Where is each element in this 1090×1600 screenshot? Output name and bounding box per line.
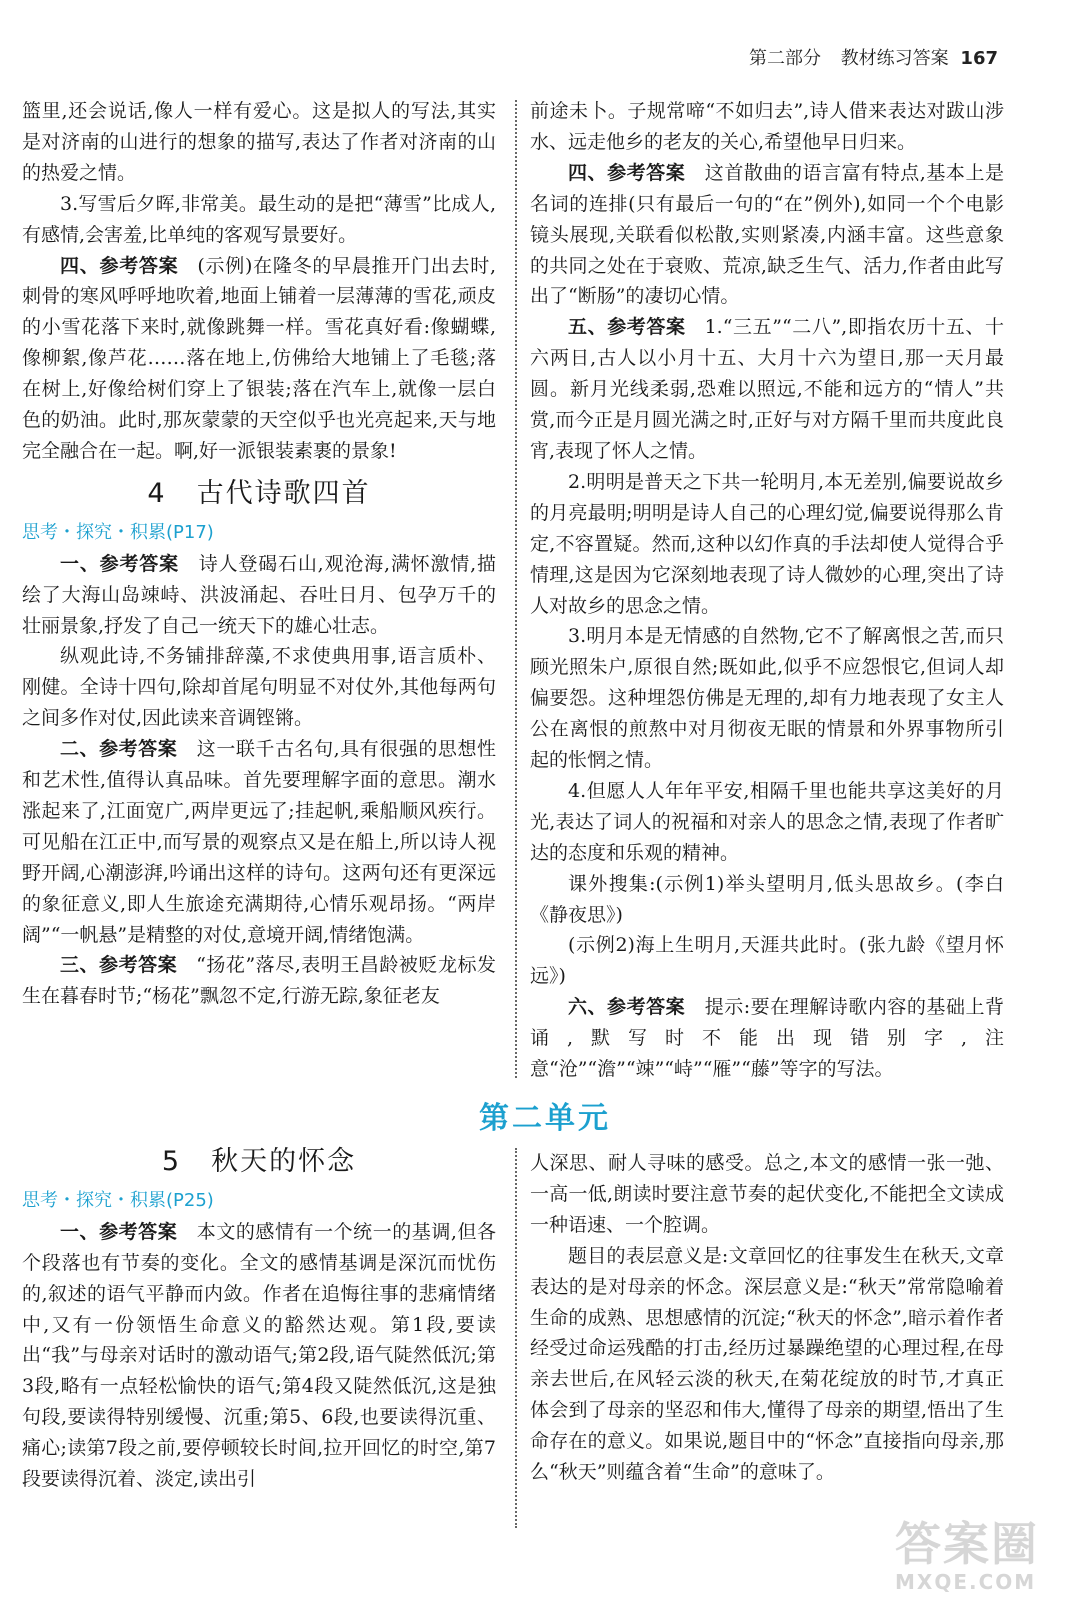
lesson4-subtitle: 思考・探究・积累(P17) [22, 521, 214, 543]
paragraph-text: 篮里,还会说话,像人一样有爱心。这是拟人的写法,其实是对济南的山进行的想象的描写,表达了作者对济南的山的热爱之情。 [22, 100, 496, 184]
header-section: 教材练习答案 [840, 48, 949, 69]
paragraph-text: 本文的感情有一个统一的基调,但各个段落也有节奏的变化。全文的感情基调是深沉而忧伤的,叙述的语气平静而内敛。作者在追悔往事的悲痛情绪中,又有一份领悟生命意义的豁然达观。第1段,要读出“我”与母亲对话时的激动语气;第2段,语气陡然低沉;第3段,略有一点轻松愉快的语气;第4段又陡然低沉,这是独句段,要读得特别缓慢、沉重;第5、6段,也要读得沉重、痛心;读第7段之前,要停顿较长时间,拉开回忆的时空,第7段要读得沉着、淡定,读出引 [22, 1220, 496, 1491]
left-column-top [22, 96, 496, 1012]
lesson5-title [22, 1147, 496, 1178]
lesson4-title-text: 古代诗歌四首 [196, 477, 371, 509]
paragraph-text: “扬花”落尽,表明王昌龄被贬龙标发生在暮春时节;“杨花”飘忽不定,行游无踪,象征老友 [22, 954, 496, 1008]
header-part: 第二部分 [748, 48, 821, 69]
paragraph [530, 930, 1004, 992]
paragraph [22, 950, 496, 1012]
right-bottom-paragraphs [530, 1148, 1004, 1488]
paragraph [530, 96, 1004, 158]
answer-label: 四、参考答案 [60, 254, 179, 277]
watermark-url: MXQE.COM [895, 1570, 1037, 1594]
page-number: 167 [960, 48, 998, 69]
paragraph-text: 题目的表层意义是:文章回忆的往事发生在秋天,文章表达的是对母亲的怀念。深层意义是:“秋天”常常隐喻着生命的成熟、思想感情的沉淀;“秋天的怀念”,暗示着作者经受过命运残酷的打击,经历过暴躁绝望的心理过程,在母亲去世后,在风轻云淡的秋天,在菊花绽放的时节,才真正体会到了母亲的坚忍和伟大,懂得了母亲的期望,悟出了生命存在的意义。如果说,题目中的“怀念”直接指向母亲,那么“秋天”则蕴含着“生命”的意味了。 [530, 1244, 1004, 1484]
paragraph [530, 992, 1004, 1085]
watermark-logo [895, 1508, 1075, 1596]
paragraph [530, 1241, 1004, 1488]
paragraph [22, 549, 496, 642]
paragraph [530, 158, 1004, 313]
paragraph-text: 前途未卜。子规常啼“不如归去”,诗人借来表达对跋山涉水、远走他乡的老友的关心,希望他早日归来。 [530, 100, 1004, 153]
answer-label: 六、参考答案 [568, 996, 686, 1019]
paragraph [22, 189, 496, 251]
answer-label: 一、参考答案 [60, 552, 179, 575]
answer-label: 三、参考答案 [60, 954, 178, 977]
paragraph [530, 467, 1004, 622]
paragraph-text: 3.写雪后夕晖,非常美。最生动的是把“薄雪”比成人,有感情,会害羞,比单纯的客观写景要好。 [22, 192, 496, 246]
left-top-paragraphs [22, 96, 496, 467]
right-column-top [530, 96, 1004, 1085]
paragraph [22, 251, 496, 467]
paragraph-text: 这一联千古名句,具有很强的思想性和艺术性,值得认真品味。首先要理解字面的意思。潮水涨起来了,江面宽广,两岸更远了;挂起帆,乘船顺风疾行。可见船在江正中,而写景的观察点又是在船上,所以诗人视野开阔,心潮澎湃,吟诵出这样的诗句。这两句还有更深远的象征意义,即人生旅途充满期待,心情乐观昂扬。“两岸阔”“一帆悬”是精整的对仗,意境开阔,情绪饱满。 [22, 738, 496, 946]
paragraph [22, 96, 496, 189]
paragraph-text: 3.明月本是无情感的自然物,它不了解离恨之苦,而只顾光照朱户,原很自然;既如此,似乎不应怨恨它,但词人却偏要怨。这种埋怨仿佛是无理的,却有力地表现了女主人公在离恨的煎熬中对月彻夜无眠的情景和外界事物所引起的怅惘之情。 [530, 625, 1004, 772]
paragraph-text: 诗人登碣石山,观沧海,满怀激情,描绘了大海山岛竦峙、洪波涌起、吞吐日月、包孕万千的壮丽景象,抒发了自己一统天下的雄心壮志。 [22, 552, 496, 637]
left-column-bottom [22, 1143, 496, 1495]
paragraph-text: (示例)在隆冬的早晨推开门出去时,刺骨的寒风呼呼地吹着,地面上铺着一层薄薄的雪花,顽皮的小雪花落下来时,就像跳舞一样。雪花真好看:像蝴蝶,像柳絮,像芦花……落在地上,仿佛给大地铺上了毛毯;落在树上,好像给树们穿上了银装;落在汽车上,就像一层白色的奶油。此时,那灰蒙蒙的天空似乎也光亮起来,天与地完全融合在一起。啊,好一派银装素裹的景象! [22, 254, 496, 462]
lesson5-number: 5 [161, 1146, 182, 1177]
paragraph [530, 312, 1004, 467]
answer-label: 二、参考答案 [60, 738, 178, 761]
paragraph-text: 课外搜集:(示例1)举头望明月,低头思故乡。(李白《静夜思》) [530, 872, 1004, 926]
answer-label: 一、参考答案 [60, 1220, 178, 1243]
paragraph-text: (示例2)海上生明月,天涯共此时。(张九龄《望月怀远》) [530, 934, 1004, 988]
column-divider-top [515, 100, 517, 1078]
paragraph [530, 621, 1004, 776]
paragraph-text: 人深思、耐人寻味的感受。总之,本文的感情一张一弛、一高一低,朗读时要注意节奏的起伏变化,不能把全文读成一种语速、一个腔调。 [530, 1152, 1004, 1236]
lesson5-paragraphs [22, 1217, 496, 1495]
watermark-main: 答案圈 [895, 1517, 1039, 1571]
paragraph-text: 4.但愿人人年年平安,相隔千里也能共享这美好的月光,表达了词人的祝福和对亲人的思念之情,表现了作者旷达的态度和乐观的精神。 [530, 779, 1004, 864]
paragraph [530, 869, 1004, 931]
paragraph [22, 1217, 496, 1495]
lesson4-paragraphs [22, 549, 496, 1013]
lesson4-title [22, 479, 496, 510]
paragraph-text: 2.明明是普天之下共一轮明月,本无差别,偏要说故乡的月亮最明;明明是诗人自己的心理幻觉,偏要说得那么肯定,不容置疑。然而,这种以幻作真的手法却使人觉得合乎情理,这是因为它深刻地表现了诗人微妙的心理,突出了诗人对故乡的思念之情。 [530, 470, 1004, 617]
unit-title: 第二单元 [479, 1101, 611, 1136]
lesson5-title-text: 秋天的怀念 [211, 1146, 357, 1177]
paragraph [530, 1148, 1004, 1241]
paragraph [22, 734, 496, 950]
paragraph-text: 提示:要在理解诗歌内容的基础上背诵,默写时不能出现错别字,注意“沧”“澹”“竦”“峙”“雁”“藤”等字的写法。 [530, 996, 1004, 1081]
paragraph [530, 776, 1004, 869]
column-divider-bottom [515, 1148, 517, 1528]
lesson4-number: 4 [147, 477, 167, 509]
right-column-bottom [530, 1148, 1004, 1488]
paragraph [22, 641, 496, 734]
paragraph-text: 1.“三五”“二八”,即指农历十五、十六两日,古人以小月十五、大月十六为望日,那一天月最圆。新月光线柔弱,恐难以照远,不能和远方的“情人”共赏,而今正是月圆光满之时,正好与对方隔千里而共度此良宵,表现了怀人之情。 [530, 316, 1004, 462]
paragraph-text: 纵观此诗,不务铺排辞藻,不求使典用事,语言质朴、刚健。全诗十四句,除却首尾句明显不对仗外,其他每两句之间多作对仗,因此读来音调铿锵。 [22, 645, 496, 730]
right-top-paragraphs [530, 96, 1004, 1085]
paragraph-text: 这首散曲的语言富有特点,基本上是名词的连排(只有最后一句的“在”例外),如同一个个电影镜头展现,关联看似松散,实则紧凑,内涵丰富。这些意象的共同之处在于衰败、荒凉,缺乏生气、活力,作者由此写出了“断肠”的凄切心情。 [530, 161, 1004, 308]
answer-label: 四、参考答案 [568, 161, 686, 184]
page-header [749, 44, 998, 70]
answer-label: 五、参考答案 [568, 316, 686, 339]
lesson5-subtitle: 思考・探究・积累(P25) [22, 1189, 214, 1211]
